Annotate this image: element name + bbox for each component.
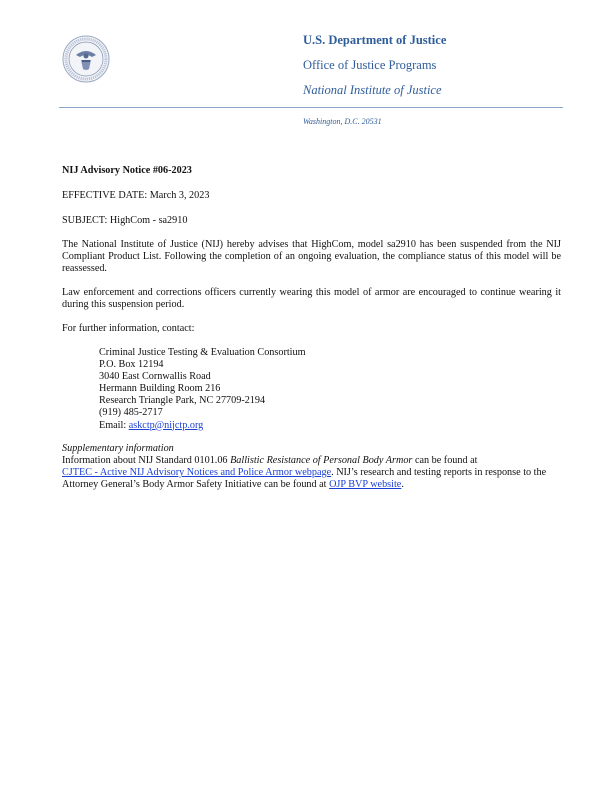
letterhead-institute: National Institute of Justice [303,83,442,97]
subject-line: SUBJECT: HighCom - sa2910 [62,215,188,226]
supplementary-mid-text: . NIJ’s research and testing reports in response to the Attorney General’s Body Armor Safety Initiative can be found at [62,467,547,491]
contact-email-line [99,420,306,432]
contact-intro: For further information, contact: [62,323,195,334]
contact-po-box: P.O. Box 12194 [99,359,164,371]
contact-building: Hermann Building Room 216 [99,383,221,395]
letterhead-department: U.S. Department of Justice [303,33,447,47]
notice-paragraph-suspension: The National Institute of Justice (NIJ) hereby advises that HighCom, model sa2910 has been suspended from the NIJ Compliant Product List. Following the completion of an ongoing evaluation, the compliance status of this model will be reassessed. [62,239,561,275]
supplementary-title: Supplementary information [62,443,174,454]
contact-street: 3040 East Cornwallis Road [99,371,211,383]
supplementary-end: . [401,479,404,491]
link-joiner: and [217,467,238,479]
supplementary-line1-prefix: Information about NIJ Standard 0101.06 [62,455,231,467]
contact-block [99,347,306,432]
notice-paragraph-guidance: Law enforcement and corrections officers currently wearing this model of armor are encouraged to continue wearing it during this suspension period. [62,287,561,311]
contact-email-label: Email: [99,419,129,431]
police-armor-webpage-link[interactable]: Police Armor webpage [237,467,332,479]
supplementary-section [62,443,561,491]
notice-title: NIJ Advisory Notice #06-2023 [62,165,192,176]
supplementary-line1-suffix: can be found at [412,455,478,467]
contact-org: Criminal Justice Testing & Evaluation Consortium [99,347,306,358]
cjtec-advisory-notices-link[interactable]: CJTEC - Active NIJ Advisory Notices [62,467,218,479]
doj-ojp-seal-icon [62,35,110,83]
contact-phone: (919) 485-2717 [99,407,163,419]
effective-date: EFFECTIVE DATE: March 3, 2023 [62,190,210,201]
contact-email-link[interactable]: askctp@nijctp.org [128,419,204,431]
letterhead-office: Office of Justice Programs [303,58,437,72]
supplementary-text [62,455,561,491]
ojp-bvp-website-link[interactable]: OJP BVP website [329,479,402,491]
standard-title: Ballistic Resistance of Personal Body Armor [230,455,413,467]
letterhead-city: Washington, D.C. 20531 [303,117,382,126]
letterhead-divider [59,107,563,108]
contact-city-state: Research Triangle Park, NC 27709-2194 [99,395,266,407]
